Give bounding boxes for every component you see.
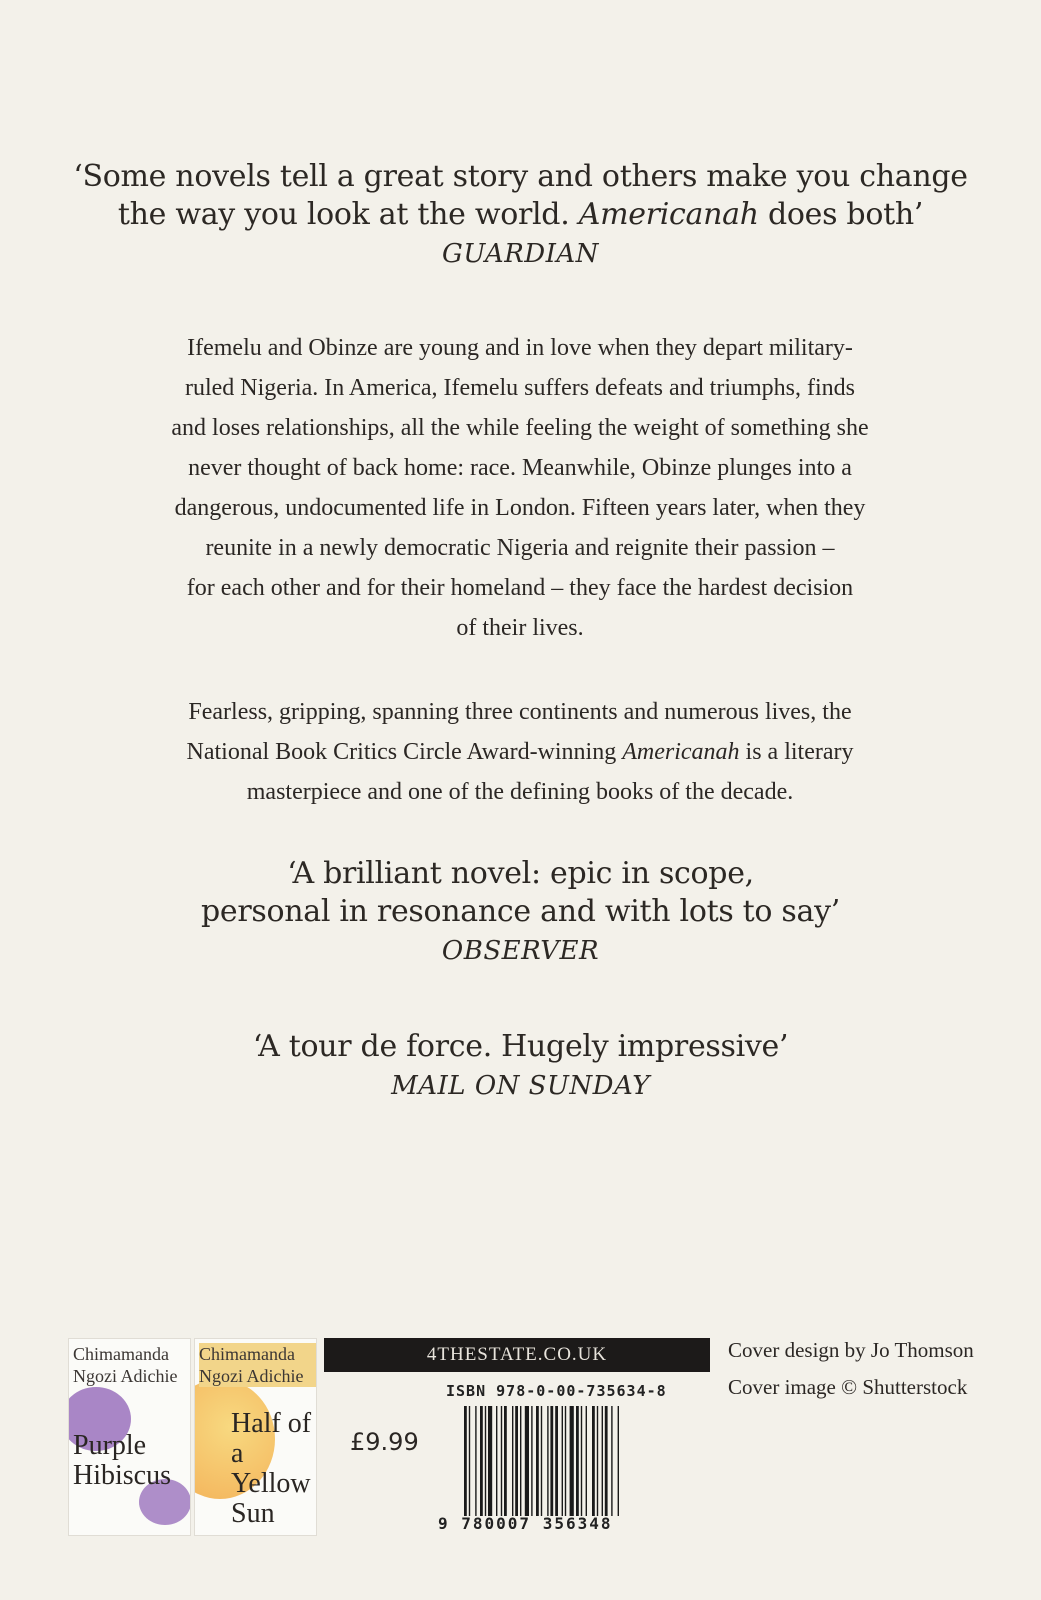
book-thumbnail-purple-hibiscus [68,1338,191,1536]
quote-source: MAIL ON SUNDAY [391,1071,650,1101]
blurb-line: of their lives. [456,615,584,641]
quote-source: OBSERVER [441,936,600,966]
cover-credits [728,1332,974,1406]
blurb-line: and loses relationships, all the while feeling the weight of something she [171,415,869,441]
price-label: £9.99 [350,1428,419,1456]
book-author: Chimamanda Ngozi Adichie [73,1344,178,1386]
publisher-website[interactable]: 4THESTATE.CO.UK [324,1338,710,1372]
review-quote-guardian [0,158,1041,274]
barcode-icon [464,1406,690,1516]
book-author: Chimamanda Ngozi Adichie [199,1343,316,1387]
book-title: Purple Hibiscus [73,1430,171,1491]
blurb-line: dangerous, undocumented life in London. Fifteen years later, when they [174,495,866,521]
blurb-line: National Book Critics Circle Award-winning Americanah is a literary [186,739,854,765]
credit-line: Cover design by Jo Thomson [728,1338,974,1362]
blurb-line: Fearless, gripping, spanning three continents and numerous lives, the [188,699,852,725]
bottom-panel [68,1338,710,1536]
blurb-line: masterpiece and one of the defining books of the decade. [246,779,794,805]
blurb-line: ruled Nigeria. In America, Ifemelu suffers defeats and triumphs, finds [184,375,855,401]
blurb-line: reunite in a newly democratic Nigeria and reignite their passion – [205,535,835,561]
quote-line: ‘A brilliant novel: epic in scope, [287,856,754,891]
blurb-paragraph-1 [95,328,945,648]
blurb-line: never thought of back home: race. Meanwhile, Obinze plunges into a [188,455,852,481]
book-thumbnail-half-of-a-yellow-sun [194,1338,317,1536]
blurb-line: Ifemelu and Obinze are young and in love when they depart military- [187,335,853,361]
quote-source: GUARDIAN [442,239,599,269]
quote-line: ‘Some novels tell a great story and others make you change [73,159,968,194]
blurb-line: for each other and for their homeland – they face the hardest decision [186,575,854,601]
quote-line: ‘A tour de force. Hugely impressive’ [252,1029,789,1064]
review-quote-mail-on-sunday [0,1028,1041,1106]
credit-line: Cover image © Shutterstock [728,1375,968,1399]
blurb-paragraph-2 [95,692,945,812]
quote-line: personal in resonance and with lots to say’ [200,894,840,929]
barcode-digits: 9 780007 356348 [438,1514,613,1533]
review-quote-observer [0,855,1041,971]
isbn-label: ISBN 978-0-00-735634-8 [446,1382,667,1400]
quote-line: the way you look at the world. Americanah does both’ [117,197,924,232]
book-title: Half of a Yellow Sun [231,1408,312,1529]
